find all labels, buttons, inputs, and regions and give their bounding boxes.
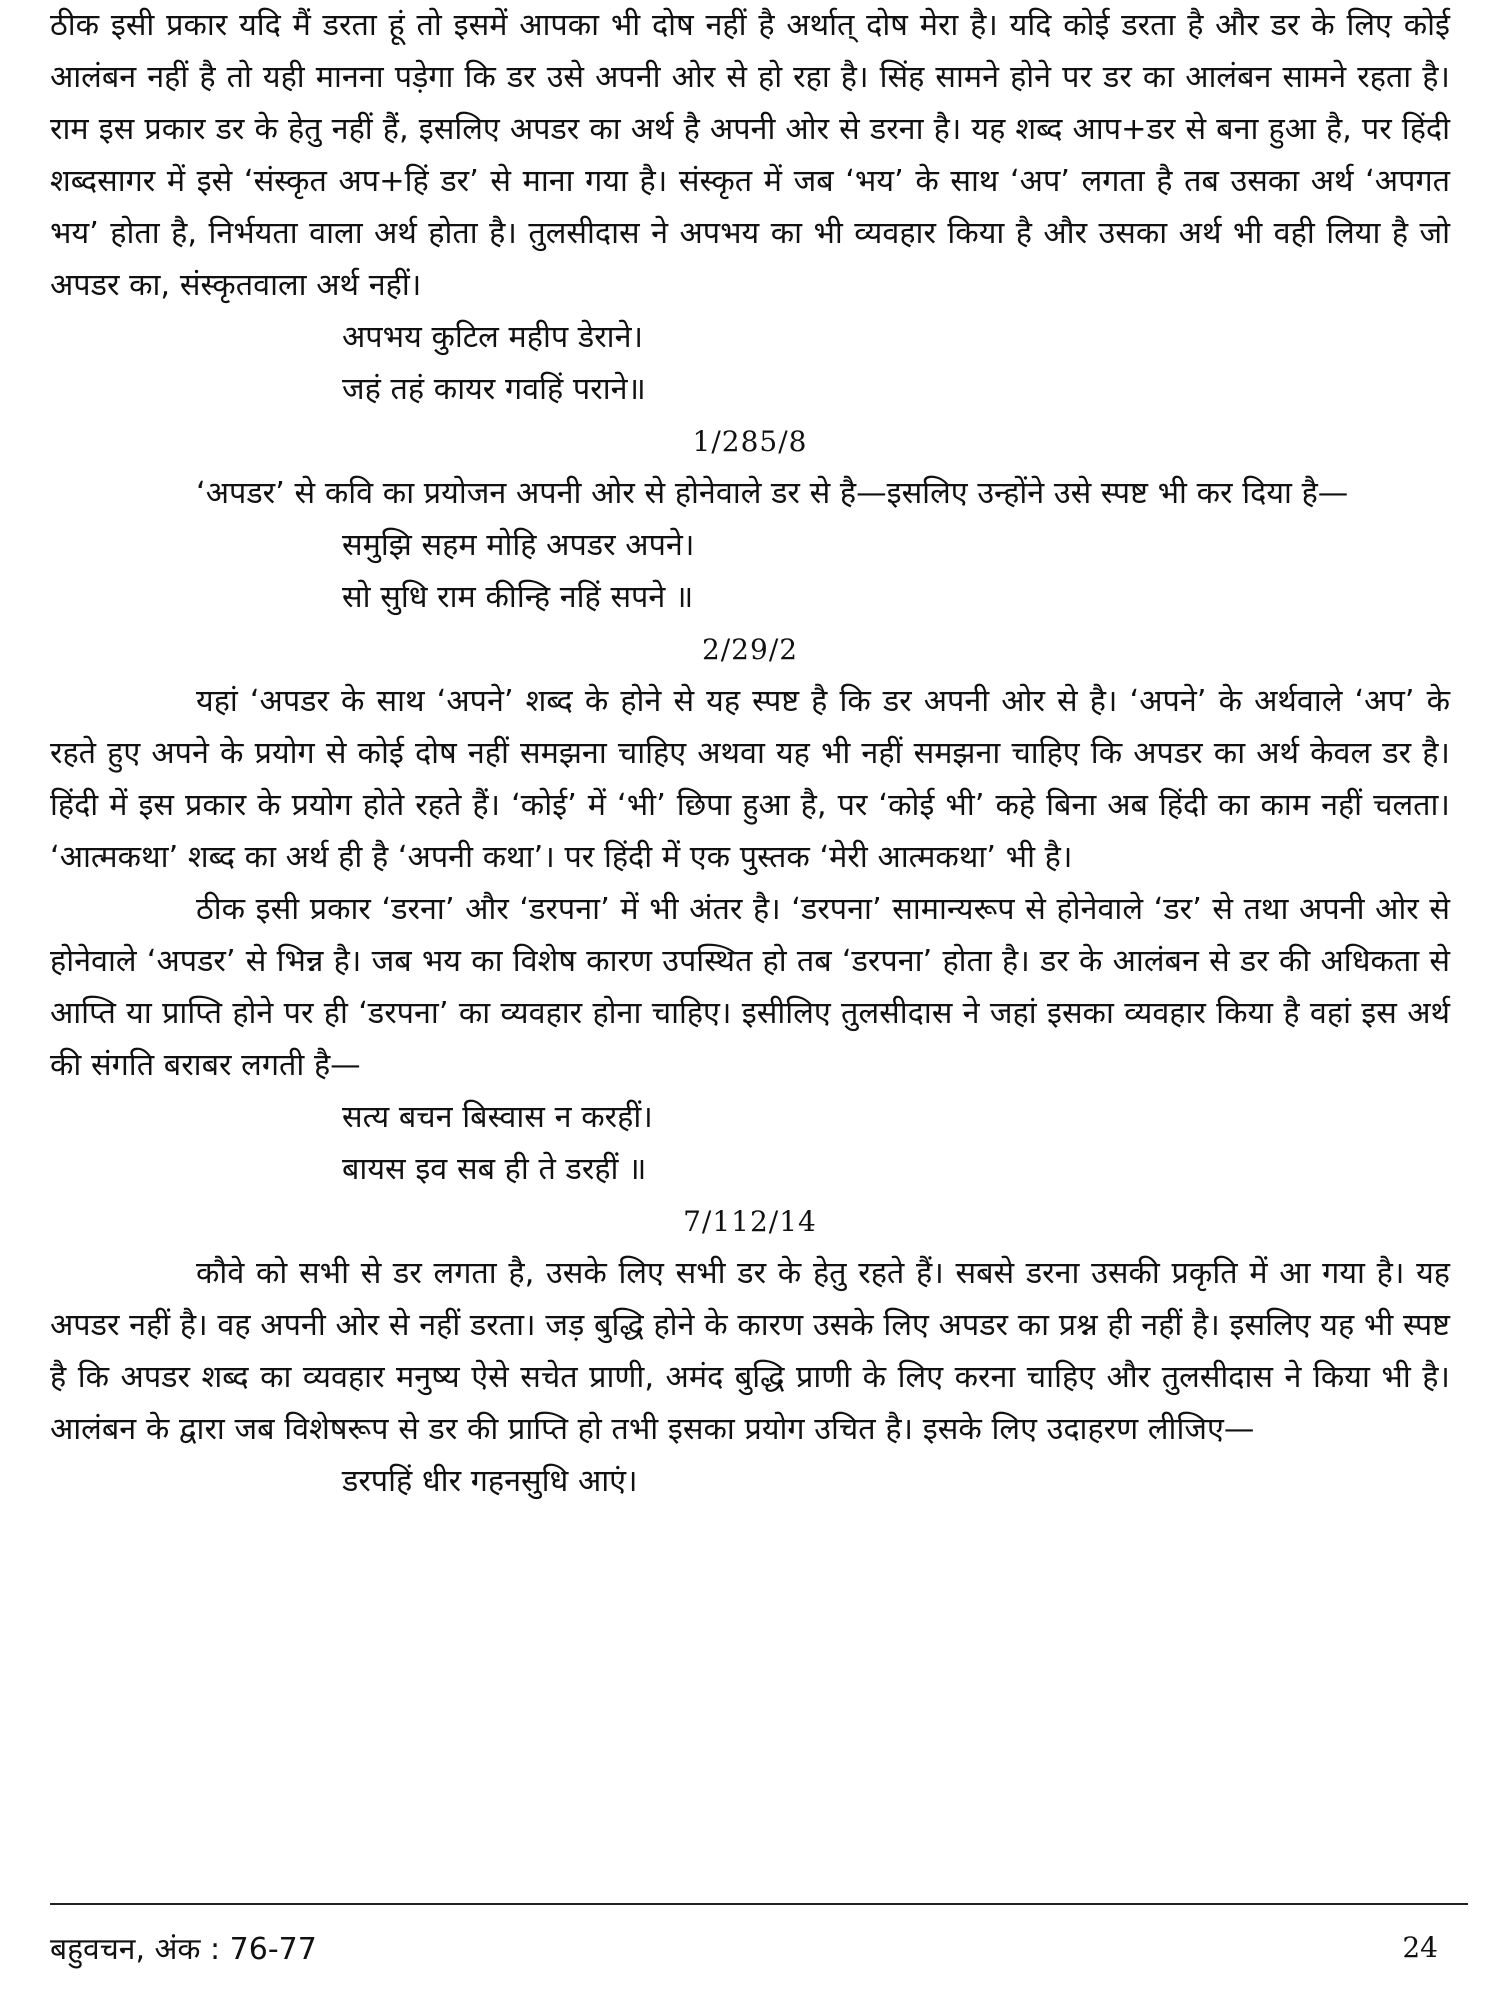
paragraph-3: यहां ‘अपडर के साथ ‘अपने’ शब्द के होने से यह स्पष्ट है कि डर अपनी ओर से है। ‘अपने’ के अर्थवाले ‘अप’ के रहते हुए अपने के प्रयोग से कोई दोष नहीं समझना चाहिए अथवा यह भी नहीं समझना चाहिए कि अपडर का अर्थ केवल डर है। हिंदी में इस प्रकार के प्रयोग होते रहते हैं। ‘कोई’ में ‘भी’ छिपा हुआ है, पर ‘कोई भी’ कहे बिना अब हिंदी का काम नहीं चलता। ‘आत्मकथा’ शब्द का अर्थ ही है ‘अपनी कथा’। पर हिंदी में एक पुस्तक ‘मेरी आत्मकथा’ भी है। [50,684,1450,875]
verse-3-line-1: सत्य बचन बिस्वास न करहीं। [342,1100,653,1135]
paragraph-2: ‘अपडर’ से कवि का प्रयोजन अपनी ओर से होनेवाले डर से है—इसलिए उन्होंने उसे स्पष्ट भी कर दिया है— [196,476,1349,511]
verse-1-line-2: जहं तहं कायर गवहिं पराने॥ [342,372,646,407]
verse-3-line-2: बायस इव सब ही ते डरहीं ॥ [342,1152,647,1187]
page-number: 24 [1402,1931,1438,1964]
verse-2-reference: 2/29/2 [701,633,799,666]
verse-2-line-2: सो सुधि राम कीन्हि नहिं सपने ॥ [342,580,694,615]
paragraph-1: ठीक इसी प्रकार यदि मैं डरता हूं तो इसमें आपका भी दोष नहीं है अर्थात् दोष मेरा है। यदि कोई डरता है और डर के लिए कोई आलंबन नहीं है तो यही मानना पड़ेगा कि डर उसे अपनी ओर से हो रहा है। सिंह सामने होने पर डर का आलंबन सामने रहता है। राम इस प्रकार डर के हेतु नहीं हैं, इसलिए अपडर का अर्थ है अपनी ओर से डरना है। यह शब्द आप+डर से बना हुआ है, पर हिंदी शब्दसागर में इसे ‘संस्कृत अप+हिं डर’ से माना गया है। संस्कृत में जब ‘भय’ के साथ ‘अप’ लगता है तब उसका अर्थ ‘अपगत भय’ होता है, निर्भयता वाला अर्थ होता है। तुलसीदास ने अपभय का भी व्यवहार किया है और उसका अर्थ भी वही लिया है जो अपडर का, संस्कृतवाला अर्थ नहीं। [50,8,1450,303]
verse-2-line-1: समुझि सहम मोहि अपडर अपने। [342,528,695,563]
paragraph-4: ठीक इसी प्रकार ‘डरना’ और ‘डरपना’ में भी अंतर है। ‘डरपना’ सामान्यरूप से होनेवाले ‘डर’ से तथा अपनी ओर से होनेवाले ‘अपडर’ से भिन्न है। जब भय का विशेष कारण उपस्थित हो तब ‘डरपना’ होता है। डर के आलंबन से डर की अधिकता से आप्ति या प्राप्ति होने पर ही ‘डरपना’ का व्यवहार होना चाहिए। इसीलिए तुलसीदास ने जहां इसका व्यवहार किया है वहां इस अर्थ की संगति बराबर लगती है— [50,892,1450,1083]
footer-divider [50,1903,1468,1905]
paragraph-5: कौवे को सभी से डर लगता है, उसके लिए सभी डर के हेतु रहते हैं। सबसे डरना उसकी प्रकृति में आ गया है। यह अपडर नहीं है। वह अपनी ओर से नहीं डरता। जड़ बुद्धि होने के कारण उसके लिए अपडर का प्रश्न ही नहीं है। इसलिए यह भी स्पष्ट है कि अपडर शब्द का व्यवहार मनुष्य ऐसे सचेत प्राणी, अमंद बुद्धि प्राणी के लिए करना चाहिए और तुलसीदास ने किया भी है। आलंबन के द्वारा जब विशेषरूप से डर की प्राप्ति हो तभी इसका प्रयोग उचित है। इसके लिए उदाहरण लीजिए— [50,1256,1450,1447]
journal-footer: बहुवचन, अंक : 76-77 [50,1932,317,1967]
article-body [50,0,1450,1508]
verse-1-reference: 1/285/8 [692,425,808,458]
verse-4-line-1: डरपहिं धीर गहनसुधि आएं। [342,1464,638,1499]
verse-3-reference: 7/112/14 [683,1205,817,1238]
verse-1-line-1: अपभय कुटिल महीप डेराने। [342,320,644,355]
